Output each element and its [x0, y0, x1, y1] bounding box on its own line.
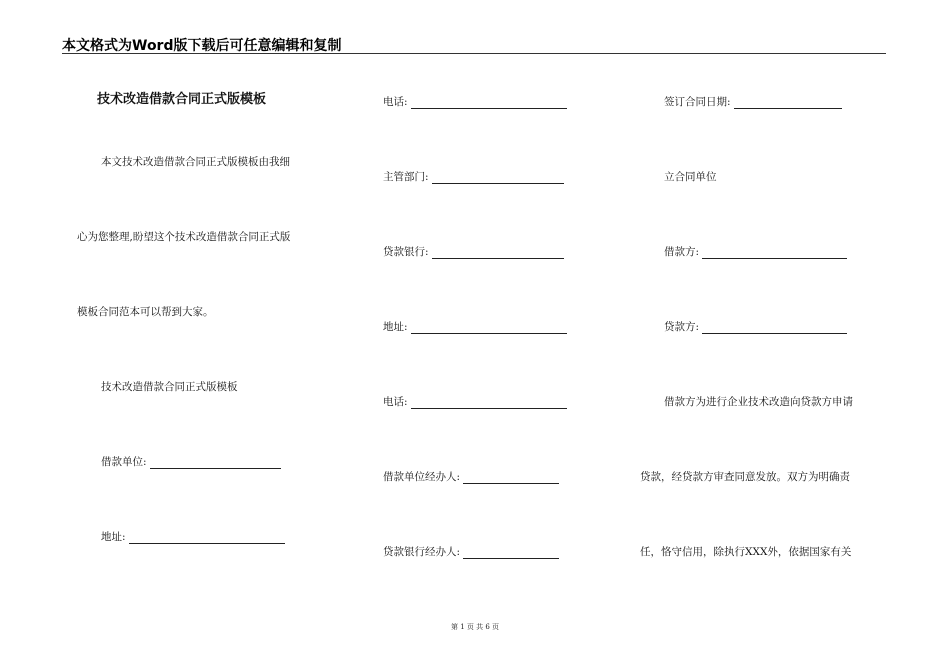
middle-address-field: [383, 320, 567, 334]
borrower-agent-label: 借款单位经办人:: [383, 471, 461, 483]
borrower-agent-blank: [463, 472, 559, 484]
supervisor-blank: [432, 172, 564, 184]
borrower-unit-blank: [150, 457, 281, 469]
borrower-label: 借款方:: [664, 246, 700, 258]
borrower-unit-field: [101, 455, 281, 469]
supervisor-field: [383, 170, 564, 184]
body-paragraph-line-3: 任，恪守信用，除执行XXX外，依据国家有关: [640, 546, 852, 558]
intro-line-1: 本文技术改造借款合同正式版模板由我细: [101, 156, 290, 168]
document-header: [62, 35, 886, 54]
left-address-blank: [129, 532, 285, 544]
document-title: 技术改造借款合同正式版模板: [97, 92, 267, 107]
body-paragraph-line-1: 借款方为进行企业技术改造向贷款方申请: [664, 396, 853, 408]
middle-address-blank: [411, 322, 567, 334]
borrower-blank: [702, 247, 847, 259]
borrower-unit-label: 借款单位:: [101, 456, 147, 468]
page-number: 第 1 页 共 6 页: [450, 623, 500, 631]
sign-date-field: [664, 95, 842, 109]
sign-date-label: 签订合同日期:: [664, 96, 731, 108]
contract-subtitle: 技术改造借款合同正式版模板: [101, 381, 238, 393]
left-address-label: 地址:: [101, 531, 126, 543]
parties-heading: 立合同单位: [664, 171, 717, 183]
phone2-field: [383, 395, 567, 409]
borrower-agent-field: [383, 470, 559, 484]
phone-field: [383, 95, 567, 109]
lender-label: 贷款方:: [664, 321, 700, 333]
lender-field: [664, 320, 847, 334]
body-paragraph-line-2: 贷款，经贷款方审查同意发放。双方为明确责: [640, 471, 850, 483]
header-text: 本文格式为Word版下载后可任意编辑和复制: [62, 38, 342, 54]
lender-bank-label: 贷款银行:: [383, 246, 429, 258]
sign-date-blank: [734, 97, 842, 109]
borrower-field: [664, 245, 847, 259]
lender-agent-field: [383, 545, 559, 559]
phone2-label: 电话:: [383, 396, 408, 408]
lender-bank-field: [383, 245, 564, 259]
supervisor-label: 主管部门:: [383, 171, 429, 183]
phone-label: 电话:: [383, 96, 408, 108]
middle-address-label: 地址:: [383, 321, 408, 333]
intro-line-3: 模板合同范本可以帮到大家。: [77, 306, 214, 318]
left-address-field: [101, 530, 285, 544]
lender-agent-blank: [463, 547, 559, 559]
phone2-blank: [411, 397, 567, 409]
lender-agent-label: 贷款银行经办人:: [383, 546, 461, 558]
lender-blank: [702, 322, 847, 334]
phone-blank: [411, 97, 567, 109]
lender-bank-blank: [432, 247, 564, 259]
intro-line-2: 心为您整理,盼望这个技术改造借款合同正式版: [77, 231, 291, 243]
